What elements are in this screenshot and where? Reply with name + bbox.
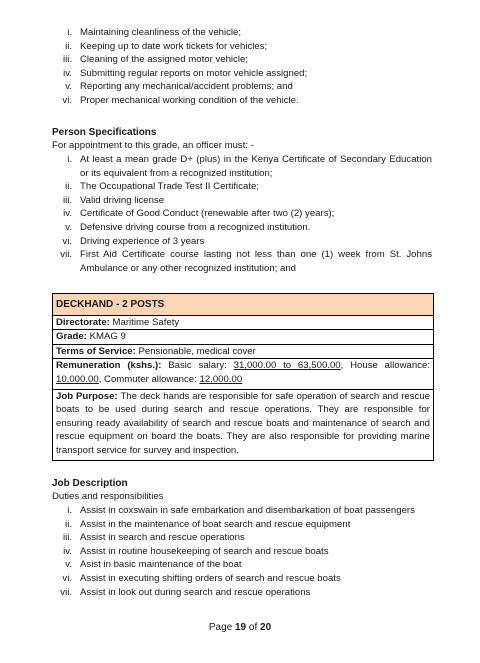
person-specifications-heading: Person Specifications bbox=[52, 127, 157, 138]
list-item: i. Assist in coxswain in safe embarkation and disembarkation of boat passengers bbox=[67, 505, 415, 516]
list-item: vi. Driving experience of 3 years bbox=[62, 235, 205, 247]
remuneration-row: Remuneration (kshs.): Basic salary: 31,000.00 to 63,500.00, House allowance: 10,000.00, Commuter allowance: 12,000.00 bbox=[53, 358, 433, 388]
list-item: vii. Assist in look out during search and rescue operations bbox=[60, 586, 311, 598]
list-item: ii. Assist in the maintenance of boat search and rescue equipment bbox=[65, 518, 351, 530]
vehicle-duties-list bbox=[52, 26, 432, 108]
list-item: vii. First Aid Certificate course lasting not less than one (1) week from St. Johns Ambulance or any other recognized institution; and bbox=[60, 249, 432, 274]
duties-list bbox=[52, 504, 432, 599]
person-specifications-list bbox=[52, 153, 432, 275]
list-item: i. At least a mean grade D+ (plus) in the Kenya Certificate of Secondary Education or its equivalent from a recognized institution; bbox=[67, 154, 432, 179]
list-item: iv. Submitting regular reports on motor vehicle assigned; bbox=[63, 67, 308, 79]
list-item: iii. Valid driving license bbox=[62, 194, 165, 206]
grade-row: Grade: KMAG 9 bbox=[53, 329, 433, 344]
total-page-count: 20 bbox=[260, 622, 272, 633]
job-purpose-row: Job Purpose: The deck hands are responsible for safe operation of search and rescue boats to be used during search and rescue operations. They are responsible for ensuring ready availability of search and rescue boats and maintenance of search and rescue equipment on board the boats. They are also responsible for providing marine transport service for survey and inspection. bbox=[53, 389, 433, 460]
list-item: iv. Certificate of Good Conduct (renewable after two (2) years); bbox=[63, 208, 335, 220]
list-item: vi. Proper mechanical working condition of the vehicle. bbox=[62, 94, 299, 106]
list-item: vi. Assist in executing shifting orders of search and rescue boats bbox=[62, 572, 341, 584]
list-item: iv. Assist in routine housekeeping of search and rescue boats bbox=[63, 545, 329, 557]
job-description-heading: Job Description bbox=[52, 478, 128, 489]
person-specifications-intro: For appointment to this grade, an officer must: - bbox=[52, 140, 254, 151]
list-item: v. Asist in basic maintenance of the boat bbox=[65, 559, 242, 571]
posting-title: DECKHAND - 2 POSTS bbox=[53, 294, 433, 315]
current-page-number: 19 bbox=[234, 622, 247, 633]
list-item: v. Defensive driving course from a recognized institution. bbox=[65, 221, 311, 233]
list-item: ii. Keeping up to date work tickets for vehicles; bbox=[65, 40, 268, 52]
page-footer: Page 19 of 20 bbox=[208, 622, 272, 633]
list-item: v. Reporting any mechanical/accident problems; and bbox=[65, 81, 293, 93]
directorate-row: Directorate: Maritime Safety bbox=[53, 315, 433, 330]
list-item: i. Maintaining cleanliness of the vehicle; bbox=[67, 27, 242, 38]
list-item: iii. Cleaning of the assigned motor vehicle; bbox=[62, 54, 248, 66]
duties-intro: Duties and responsibilities bbox=[52, 491, 164, 502]
list-item: ii. The Occupational Trade Test II Certificate; bbox=[65, 181, 259, 193]
terms-of-service-row: Terms of Service: Pensionable, medical cover bbox=[53, 344, 433, 359]
list-item: iii. Assist in search and rescue operations bbox=[62, 532, 245, 544]
deckhand-posting-box bbox=[52, 293, 434, 461]
